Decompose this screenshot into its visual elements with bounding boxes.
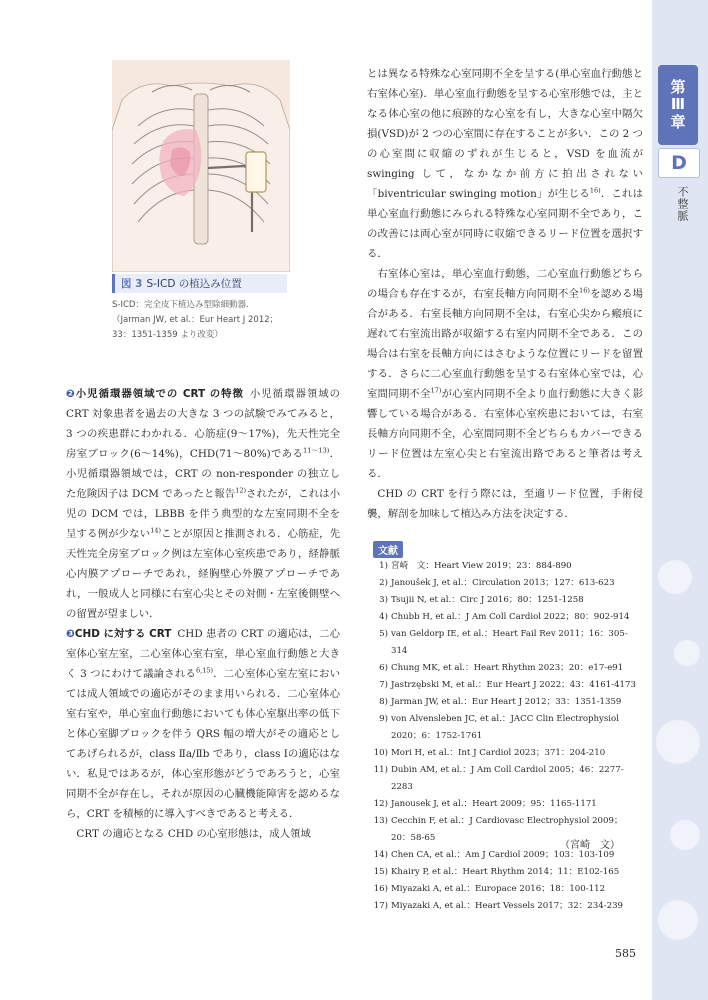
reference-item <box>373 592 641 609</box>
reference-item <box>373 864 641 881</box>
paragraph: ❸CHD に対する CRT CHD 患者の CRT の適応は，二心室体心室左室，二心室体心室右室，単心室血行動態と大きく 3 つにわけて議論される$^{6,15)}$．二心室体心室左室においては成人領域での適応がそのまま用いられる．二心室体心室右室や，単心室血行動態においても体心室駆出率の低下と体心室脚ブロックを伴う QRS 幅の増大がその適応としてあげられるが，class Ⅱa/Ⅱb であり，class Ⅰの適応はない．私見ではあるが，体心室形態がどうであろうと，心室同期不全が存在し，それが原因の心臓機能障害を認めるなら，CRT を積極的に導入すべきであると考える． <box>66 628 340 820</box>
bubble-decoration <box>674 640 700 666</box>
reference-number: 17) <box>373 901 388 911</box>
reference-number: 9) <box>379 714 388 724</box>
reference-number: 6) <box>379 663 388 673</box>
reference-text: Jarman JW, et al.：Eur Heart J 2012；33：1351-1359 <box>391 697 622 707</box>
citation: 14) <box>150 526 162 535</box>
reference-text: Dubin AM, et al.：J Am Coll Cardiol 2005；46：2277-2283 <box>391 765 624 792</box>
reference-item <box>373 609 641 626</box>
citation: 11〜13) <box>303 446 330 455</box>
reference-item <box>373 881 641 898</box>
bubble-decoration <box>670 820 700 850</box>
figure-number: 図 3 <box>121 278 143 290</box>
reference-number: 10) <box>373 748 388 758</box>
reference-item <box>373 575 641 592</box>
section-title: 不整脈 <box>676 186 689 222</box>
chapter-label-2: Ⅲ <box>670 95 686 114</box>
citation: 16) <box>579 286 590 295</box>
paragraph-heading: CHD に対する CRT <box>74 628 172 640</box>
paragraph-heading: 小児循環器領域での CRT の特徴 <box>75 388 244 400</box>
paragraph: CRT の適応となる CHD の心室形態は，成人領域 <box>76 828 311 840</box>
reference-number: 14) <box>373 850 388 860</box>
figure-note <box>112 298 292 343</box>
reference-text: van Geldorp IE, et al.：Heart Fail Rev 2011；16：305-314 <box>391 629 628 656</box>
reference-text: Mori H, et al.：Int J Cardiol 2023；371：204-210 <box>391 748 606 758</box>
references-list <box>373 558 641 915</box>
chapter-label-3: 章 <box>670 112 686 131</box>
reference-text: 宮崎 文：Heart View 2019；23：884-890 <box>391 561 572 571</box>
figure-note-line: 33：1351-1359 より改変） <box>112 330 223 340</box>
bubble-decoration <box>658 900 698 940</box>
page-number: 585 <box>615 947 636 960</box>
reference-item <box>373 711 641 745</box>
reference-text: Miyazaki A, et al.：Europace 2016；18：100-112 <box>391 884 606 894</box>
paragraph: CHD の CRT を行う際には，至適リード位置，手術侵襲，解剖を加味して植込み方法を決定する． <box>367 488 643 520</box>
reference-text: Chen CA, et al.：Am J Cardiol 2009；103：103-109 <box>391 850 615 860</box>
citation: 17) <box>430 386 442 395</box>
numbered-marker: ❸ <box>66 628 75 640</box>
reference-number: 5) <box>379 629 388 639</box>
reference-item <box>373 745 641 762</box>
reference-text: Janoušek J, et al.：Circulation 2013；127：613-623 <box>391 578 615 588</box>
reference-text: Miyazaki A, et al.：Heart Vessels 2017；32：234-239 <box>391 901 624 911</box>
reference-text: Chung MK, et al.：Heart Rhythm 2023；20：e17-e91 <box>391 663 624 673</box>
reference-text: Khairy P, et al.：Heart Rhythm 2014；11：E102-165 <box>391 867 620 877</box>
reference-number: 3) <box>379 595 388 605</box>
section-author: （宮崎 文） <box>560 840 620 851</box>
reference-number: 4) <box>379 612 388 622</box>
reference-item <box>373 796 641 813</box>
figure-note-line: S-ICD：完全皮下植込み型除細動器. <box>112 300 249 310</box>
s-icd-illustration <box>112 60 290 272</box>
figure-3 <box>112 60 346 343</box>
chapter-tab[interactable] <box>658 65 698 145</box>
reference-number: 2) <box>379 578 388 588</box>
reference-number: 8) <box>379 697 388 707</box>
reference-number: 12) <box>373 799 388 809</box>
reference-number: 1) <box>379 561 388 571</box>
right-column <box>367 64 643 524</box>
reference-item <box>373 677 641 694</box>
figure-title: S-ICD の植込み位置 <box>146 278 242 290</box>
reference-item <box>373 660 641 677</box>
citation: 12) <box>235 486 247 495</box>
reference-text: Chubb H, et al.：J Am Coll Cardiol 2022；80：902-914 <box>391 612 630 622</box>
reference-item <box>373 694 641 711</box>
citation: 6,15) <box>196 666 214 675</box>
references-header: 文献 <box>373 541 403 558</box>
figure-note-line: （Jarman JW, et al.：Eur Heart J 2012； <box>112 315 279 325</box>
reference-item <box>373 898 641 915</box>
paragraph: 右室体心室は，単心室血行動態，二心室血行動態どちらの場合も存在するが，右室長軸方向同期不全$^{16)}$を認める場合がある．右室長軸方向同期不全は，右室心尖から瘢痕に遅れて右室流出路が収縮する右室内同期不全である．この場合は右室を長軸方向にはさむような位置にリードを留置する．さらに二心室血行動態を呈する右室体心室では，心室間同期不全$^{17)}$が心室内同期不全より血行動態に大きく影響している場合がある．右室体心室疾患においては，右室長軸方向同期不全，心室間同期不全どちらもカバーできるリード位置は左室心尖と右室流出路であると筆者は考える． <box>367 268 644 480</box>
reference-text: Cecchin F, et al.：J Cardiovasc Electrophysiol 2009；20：58-65 <box>391 816 623 843</box>
paragraph: ❷小児循環器領域での CRT の特徴 小児循環器領域の CRT 対象患者を過去の大きな 3 つの試験でみてみると，3 つの疾患群にわかれる．心筋症(9〜17%)，先天性完全房室ブロック(6〜14%)，CHD(71〜80%)である$^{11〜13)}$．小児循環器領域では，CRT の non-responder の独立した危険因子は DCM であったと報告$^{12)}$されたが，これは小児の DCM では，LBBB を伴う典型的な左室同期不全を呈する例が少ない$^{14)}$ことが原因と推測される．心筋症，先天性完全房室ブロック例は左室体心室疾患であり，経静脈心内膜アプローチであれ，経胸壁心外膜アプローチであれ，一般成人と同様に右室心尖とその対側・左室後側壁への留置が望ましい． <box>66 388 341 620</box>
numbered-marker: ❷ <box>66 388 76 400</box>
reference-number: 11) <box>373 765 388 775</box>
reference-item <box>373 762 641 796</box>
left-column <box>66 384 340 844</box>
paragraph: とは異なる特殊な心室同期不全を呈する(単心室血行動態と右室体心室)．単心室血行動態を呈する心室形態では，主となる体心室の他に痕跡的な心室を有し，大きな心室中隔欠損(VSD)が 2 つの心室間に存在することが多い．この 2 つの心室間に収縮のずれが生じると，VSD を血流が swinging して，なかなか前方に拍出されない「biventricular swinging motion」が生じる$^{16)}$．これは単心室血行動態にみられる特殊な心室同期不全であり，この改善には両心室が同時に収縮できるリード位置を選択する． <box>367 68 644 260</box>
reference-text: Janousek J, et al.：Heart 2009；95：1165-1171 <box>391 799 597 809</box>
reference-item <box>373 558 641 575</box>
reference-text: von Alvensleben JC, et al.：JACC Clin Electrophysiol 2020；6：1752-1761 <box>391 714 619 741</box>
bubble-decoration <box>658 560 692 594</box>
reference-number: 16) <box>373 884 388 894</box>
section-tab[interactable]: D <box>658 148 700 178</box>
reference-text: Jastrzębski M, et al.：Eur Heart J 2022；43：4161-4173 <box>391 680 636 690</box>
chest-xray-icon <box>112 60 290 272</box>
reference-text: Tsujii N, et al.：Circ J 2016；80：1251-1258 <box>391 595 584 605</box>
reference-number: 13) <box>373 816 388 826</box>
citation: 16) <box>589 186 601 195</box>
chapter-label-1: 第 <box>670 78 686 97</box>
reference-number: 7) <box>379 680 388 690</box>
figure-caption <box>112 274 287 293</box>
reference-number: 15) <box>373 867 388 877</box>
reference-item <box>373 626 641 660</box>
bubble-decoration <box>656 720 700 764</box>
